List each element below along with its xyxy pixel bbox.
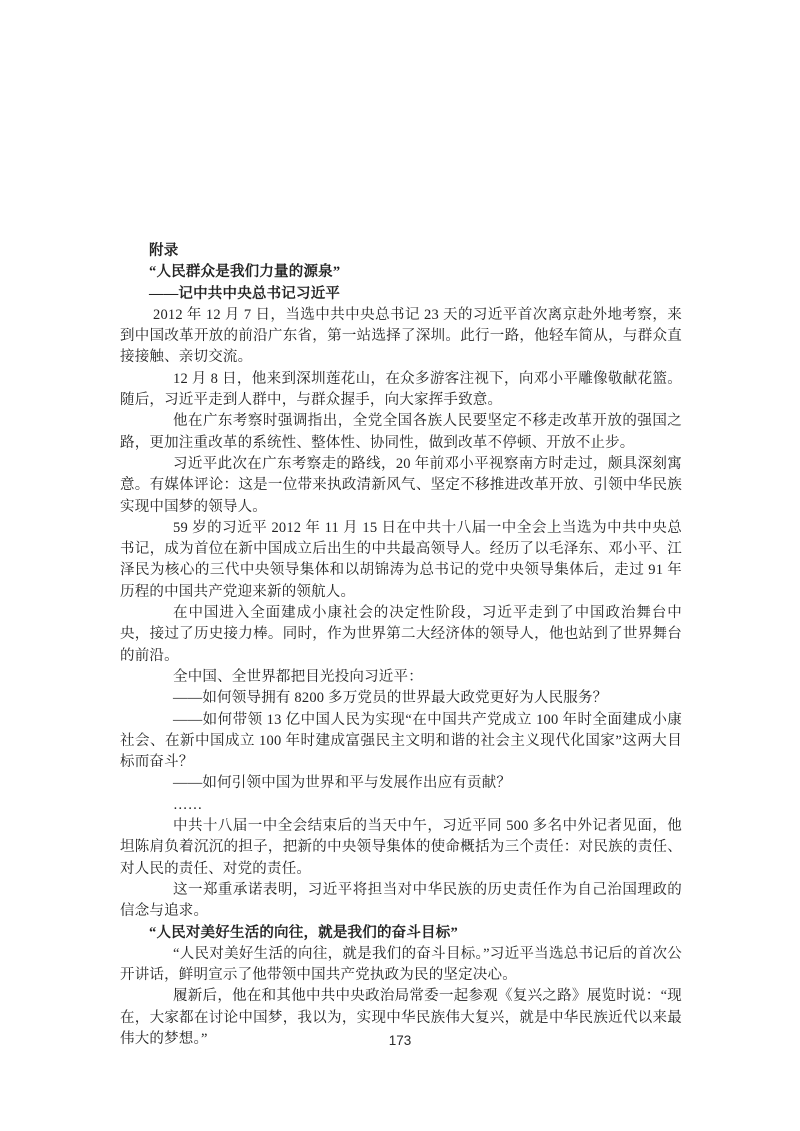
paragraph: 12 月 8 日，他来到深圳莲花山，在众多游客注视下，向邓小平雕像敬献花篮。随后，习近平走到人群中，与群众握手，向大家挥手致意。 (120, 370, 682, 409)
article-title: “人民群众是我们力量的源泉” (149, 264, 341, 281)
paragraph: 2012 年 12 月 7 日，当选中共中央总书记 23 天的习近平首次离京赴外地考察，来到中国改革开放的前沿广东省，第一站选择了深圳。此行一路，他轻车简从，与群众直接接触、亲切交流。 (120, 306, 682, 366)
paragraph: 习近平此次在广东考察走的路线，20 年前邓小平视察南方时走过，颇具深刻寓意。有媒体评论：这是一位带来执政清新风气、坚定不移推进改革开放、引领中华民族实现中国梦的领导人。 (120, 455, 682, 515)
ellipsis-line: …… (173, 796, 203, 813)
paragraph: 他在广东考察时强调指出，全党全国各族人民要坚定不移走改革开放的强国之路，更加注重改革的系统性、整体性、协同性，做到改革不停顿、开放不止步。 (120, 413, 682, 451)
article-subtitle: ——记中共中央总书记习近平 (149, 285, 341, 302)
paragraph: 在中国进入全面建成小康社会的决定性阶段，习近平走到了中国政治舞台中央，接过了历史接力棒。同时，作为世界第二大经济体的领导人，他也站到了世界舞台的前沿。 (120, 605, 682, 664)
paragraph: 全中国、全世界都把目光投向习近平： (173, 668, 423, 685)
paragraph: 履新后，他在和其他中共中央政治局常委一起参观《复兴之路》展览时说：“现在，大家都在讨论中国梦，我以为，实现中华民族伟大复兴，就是中华民族近代以来最伟大的梦想。” (120, 988, 682, 1047)
paragraph-dash-item: ——如何引领中国为世界和平与发展作出应有贡献？ (173, 775, 512, 792)
paragraph: “人民对美好生活的向往，就是我们的奋斗目标。”习近平当选总书记后的首次公开讲话，鲜明宣示了他带领中国共产党执政为民的坚定决心。 (120, 945, 682, 984)
paragraph: 59 岁的习近平 2012 年 11 月 15 日在中共十八届一中全会上当选为中共中央总书记，成为首位在新中国成立后出生的中共最高领导人。经历了以毛泽东、邓小平、江泽民为核心的三代中央领导集体和以胡锦涛为总书记的党中央领导集体后，走过 91 年历程的中国共产党迎来新的领航人。 (120, 519, 682, 600)
paragraph-dash-item: ——如何领导拥有 8200 多万党员的世界最大政党更好为人民服务？ (173, 690, 608, 707)
paragraph: 这一郑重承诺表明，习近平将担当对中华民族的历史责任作为自己治国理政的信念与追求。 (120, 881, 682, 920)
page-number: 173 (388, 1033, 412, 1048)
appendix-label: 附录 (149, 243, 179, 259)
section-heading: “人民对美好生活的向往，就是我们的奋斗目标” (149, 924, 458, 941)
document-body (120, 241, 682, 1050)
paragraph: 中共十八届一中全会结束后的当天中午，习近平同 500 多名中外记者见面，他坦陈肩负着沉沉的担子，把新的中央领导集体的使命概括为三个责任：对民族的责任、对人民的责任、对党的责任。 (120, 818, 682, 877)
paragraph-dash-item: ——如何带领 13 亿中国人民为实现“在中国共产党成立 100 年时全面建成小康社会、在新中国成立 100 年时建成富强民主文明和谐的社会主义现代化国家”这两大目标而奋斗？ (120, 711, 682, 771)
